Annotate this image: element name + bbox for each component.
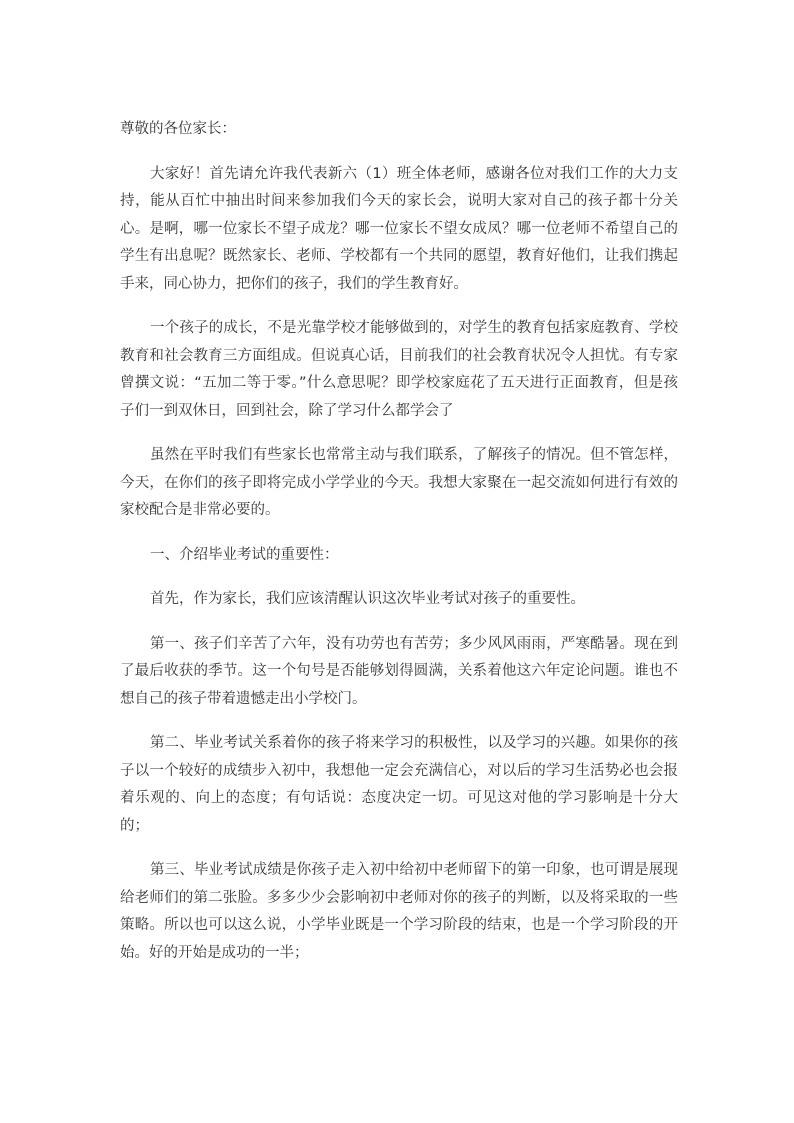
paragraph-point-three: 第三、毕业考试成绩是你孩子走入初中给初中老师留下的第一印象，也可谓是展现给老师们的第二张脸。多多少少会影响初中老师对你的孩子的判断，以及将采取的一些策略。所以也可以这么说，小学毕业既是一个学习阶段的结束，也是一个学习阶段的开始。好的开始是成功的一半； xyxy=(120,862,678,961)
paragraph-first: 首先，作为家长，我们应该清醒认识这次毕业考试对孩子的重要性。 xyxy=(150,591,585,607)
paragraph-greeting: 大家好！首先请允许我代表新六（1）班全体老师，感谢各位对我们工作的大力支持，能从百忙中抽出时间来参加我们今天的家长会，说明大家对自己的孩子都十分关心。是啊，哪一位家长不望子成龙？哪一位家长不望女成凤？哪一位老师不希望自己的学生有出息呢？既然家长、老师、学校都有一个共同的愿望，教育好他们，让我们携起手来，同心协力，把你们的孩子，我们的学生教育好。 xyxy=(120,165,678,292)
paragraph-education: 一个孩子的成长，不是光靠学校才能够做到的，对学生的教育包括家庭教育、学校教育和社会教育三方面组成。但说真心话，目前我们的社会教育状况令人担忧。有专家曾撰文说：“五加二等于零。”什么意思呢？即学校家庭花了五天进行正面教育，但是孩子们一到双休日，回到社会，除了学习什么都学会了 xyxy=(120,320,678,419)
document-body xyxy=(120,116,678,984)
paragraph-point-two: 第二、毕业考试关系着你的孩子将来学习的积极性，以及学习的兴趣。如果你的孩子以一个较好的成绩步入初中，我想他一定会充满信心，对以后的学习生活势必也会报着乐观的、向上的态度；有句话说：态度决定一切。可见这对他的学习影响是十分大的； xyxy=(120,735,678,834)
paragraph-cooperation: 虽然在平时我们有些家长也常常主动与我们联系，了解孩子的情况。但不管怎样，今天，在你们的孩子即将完成小学学业的今天。我想大家聚在一起交流如何进行有效的家校配合是非常必要的。 xyxy=(120,447,678,518)
salutation: 尊敬的各位家长： xyxy=(120,121,236,137)
section-heading: 一、介绍毕业考试的重要性： xyxy=(150,546,339,563)
paragraph-point-one: 第一、孩子们辛苦了六年，没有功劳也有苦劳；多少风风雨雨，严寒酷暑。现在到了最后收获的季节。这一个句号是否能够划得圆满，关系着他这六年定论问题。谁也不想自己的孩子带着遗憾走出小学校门。 xyxy=(120,635,678,707)
